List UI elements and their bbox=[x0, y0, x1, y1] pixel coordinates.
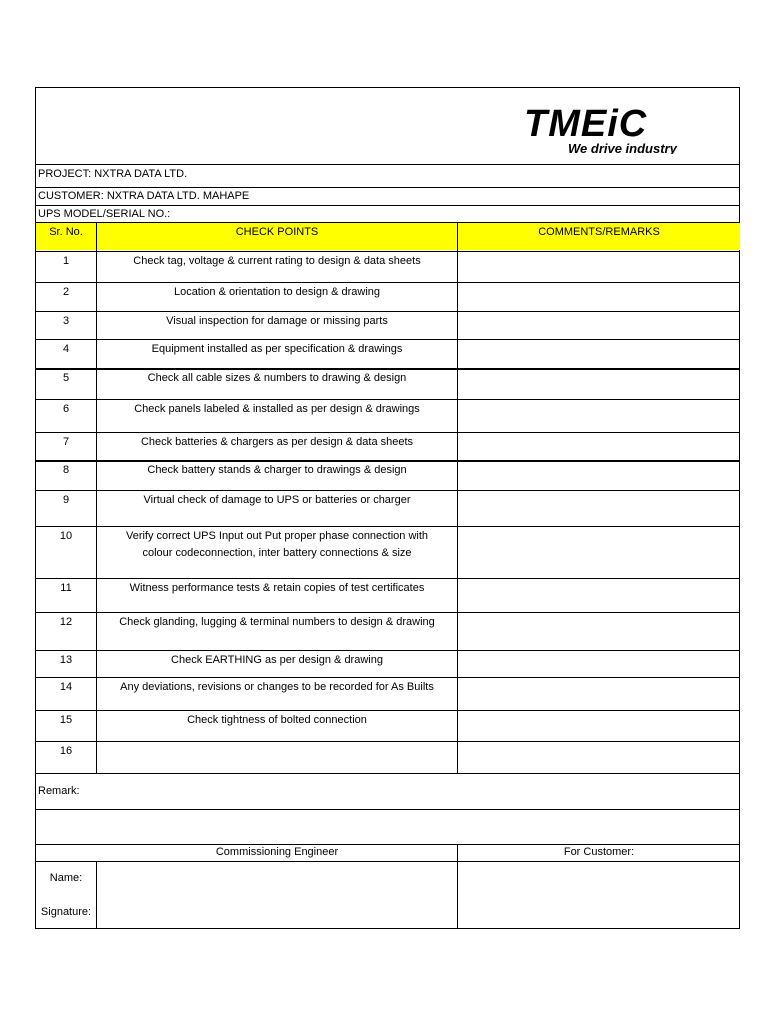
project-field: PROJECT: NXTRA DATA LTD. bbox=[38, 168, 188, 180]
row-check-point: Check tightness of bolted connection bbox=[187, 714, 367, 726]
divider bbox=[36, 844, 739, 845]
column-divider bbox=[96, 861, 97, 929]
row-comment-cell[interactable] bbox=[458, 678, 739, 710]
divider bbox=[36, 187, 739, 188]
commissioning-checklist bbox=[35, 87, 740, 929]
divider bbox=[36, 773, 739, 774]
row-comment-cell[interactable] bbox=[458, 461, 739, 490]
row-sr-no: 5 bbox=[62, 372, 70, 384]
row-sr-no: 6 bbox=[62, 403, 70, 415]
divider bbox=[36, 205, 739, 206]
engineer-signature-area[interactable] bbox=[97, 862, 457, 928]
comments-header-label: COMMENTS/REMARKS bbox=[538, 226, 660, 238]
row-comment-cell[interactable] bbox=[458, 742, 739, 773]
row-comment-cell[interactable] bbox=[458, 252, 739, 282]
row-sr-no: 2 bbox=[62, 286, 70, 298]
row-sr-no: 10 bbox=[59, 530, 73, 542]
row-check-point: Check panels labeled & installed as per design & drawings bbox=[134, 403, 420, 415]
comments-header bbox=[458, 223, 740, 250]
row-comment-cell[interactable] bbox=[458, 711, 739, 741]
column-divider bbox=[457, 844, 458, 929]
check-points-header-label: CHECK POINTS bbox=[235, 226, 319, 238]
row-check-point: Any deviations, revisions or changes to be recorded for As Builts bbox=[120, 681, 434, 693]
row-check-point: Virtual check of damage to UPS or batteries or charger bbox=[143, 494, 411, 506]
row-comment-cell[interactable] bbox=[458, 283, 739, 311]
sr-no-header bbox=[36, 223, 96, 250]
row-sr-no: 13 bbox=[59, 654, 73, 666]
remark-area[interactable] bbox=[36, 809, 739, 843]
remark-label: Remark: bbox=[38, 785, 80, 797]
row-check-point-line2: colour codeconnection, inter battery connections & size bbox=[142, 547, 412, 559]
commissioning-engineer-label: Commissioning Engineer bbox=[215, 846, 339, 858]
row-check-point: Check all cable sizes & numbers to drawing & design bbox=[147, 372, 407, 384]
signature-label: Signature: bbox=[40, 906, 92, 918]
row-sr-no: 14 bbox=[59, 681, 73, 693]
tmeic-logo bbox=[524, 104, 724, 154]
row-check-point: Location & orientation to design & drawing bbox=[173, 286, 381, 298]
row-sr-no: 8 bbox=[62, 464, 70, 476]
row-comment-cell[interactable] bbox=[458, 613, 739, 650]
row-check-point: Check glanding, lugging & terminal numbers to design & drawing bbox=[119, 616, 435, 628]
row-sr-no: 15 bbox=[59, 714, 73, 726]
row-check-point: Check tag, voltage & current rating to design & data sheets bbox=[133, 255, 421, 267]
row-check-point: Equipment installed as per specification & drawings bbox=[151, 343, 403, 355]
row-check-point: Check battery stands & charger to drawings & design bbox=[147, 464, 407, 476]
row-check-point: Visual inspection for damage or missing parts bbox=[166, 315, 388, 327]
sr-no-header-label: Sr. No. bbox=[49, 226, 83, 238]
row-sr-no: 9 bbox=[62, 494, 70, 506]
row-comment-cell[interactable] bbox=[458, 369, 739, 399]
row-check-point: Check EARTHING as per design & drawing bbox=[171, 654, 383, 666]
name-label: Name: bbox=[49, 872, 83, 884]
row-comment-cell[interactable] bbox=[458, 651, 739, 677]
customer-signature-area[interactable] bbox=[458, 862, 740, 928]
column-divider bbox=[457, 222, 458, 773]
row-check-point: Verify correct UPS Input out Put proper phase connection with bbox=[125, 530, 429, 542]
row-comment-cell[interactable] bbox=[458, 312, 739, 339]
row-check-point: Check batteries & chargers as per design & data sheets bbox=[140, 436, 414, 448]
row-comment-cell[interactable] bbox=[458, 527, 739, 578]
divider bbox=[36, 164, 739, 165]
divider bbox=[36, 809, 739, 810]
row-comment-cell[interactable] bbox=[458, 400, 739, 432]
logo-tagline: We drive industry bbox=[568, 141, 677, 154]
row-sr-no: 7 bbox=[62, 436, 70, 448]
row-sr-no: 12 bbox=[59, 616, 73, 628]
ups-model-field: UPS MODEL/SERIAL NO.: bbox=[38, 208, 171, 220]
row-sr-no: 3 bbox=[62, 315, 70, 327]
column-divider bbox=[96, 222, 97, 773]
row-check-point: Witness performance tests & retain copies of test certificates bbox=[129, 582, 425, 594]
row-sr-no: 16 bbox=[59, 745, 73, 757]
row-sr-no: 1 bbox=[62, 255, 70, 267]
logo-wordmark: TMEiC bbox=[524, 104, 648, 145]
row-comment-cell[interactable] bbox=[458, 433, 739, 460]
divider bbox=[36, 222, 739, 223]
divider bbox=[36, 861, 739, 862]
check-points-header bbox=[97, 223, 457, 250]
row-sr-no: 11 bbox=[60, 582, 72, 594]
row-comment-cell[interactable] bbox=[458, 491, 739, 526]
customer-field: CUSTOMER: NXTRA DATA LTD. MAHAPE bbox=[38, 190, 250, 202]
row-comment-cell[interactable] bbox=[458, 340, 739, 368]
row-sr-no: 4 bbox=[62, 343, 70, 355]
for-customer-label: For Customer: bbox=[563, 846, 635, 858]
row-comment-cell[interactable] bbox=[458, 579, 739, 612]
